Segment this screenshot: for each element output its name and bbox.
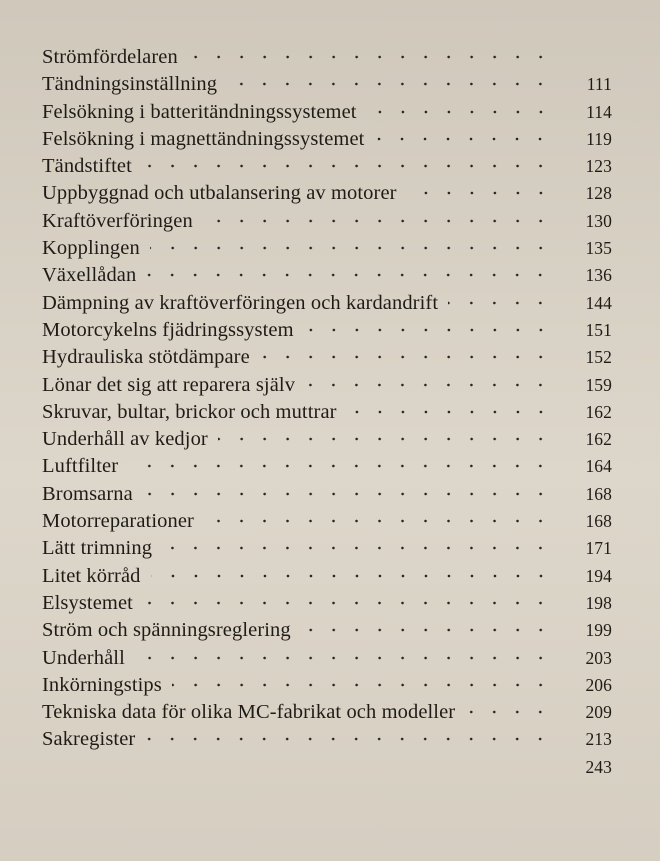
toc-entry-title: Ström och spänningsreglering: [42, 619, 291, 642]
toc-trailing-page-number: 243: [585, 756, 612, 777]
toc-entry-page-number: 164: [585, 456, 612, 477]
toc-entry-page-number: 171: [585, 538, 612, 559]
toc-entry-title: Lönar det sig att reparera själv: [42, 373, 296, 396]
toc-entry-page-number: 209: [585, 702, 612, 723]
toc-entry: [42, 262, 612, 289]
toc-entry: [42, 699, 612, 726]
toc-entry-title: Skruvar, bultar, brickor och muttrar: [42, 400, 337, 423]
toc-entry-page-number: 123: [585, 156, 612, 177]
toc-entry-page-number: 111: [586, 74, 612, 95]
dot-leader: [203, 218, 552, 224]
toc-entry-title: Kraftöverföringen: [42, 209, 193, 232]
dot-leader: [128, 463, 552, 469]
toc-entry-page-number: 206: [585, 674, 612, 695]
toc-entry-page-number: 135: [585, 238, 612, 259]
toc-entry-title: Elsystemet: [42, 591, 133, 614]
dot-leader: [407, 190, 552, 196]
toc-entry-page-number: 162: [585, 401, 612, 422]
dot-leader: [146, 272, 552, 278]
dot-leader: [367, 109, 552, 115]
toc-entry: [42, 317, 612, 344]
toc-entry-title: Kopplingen: [42, 237, 140, 260]
toc-entry-page-number: 203: [585, 647, 612, 668]
toc-entry-page-number: 168: [585, 511, 612, 532]
dot-leader: [218, 436, 552, 442]
dot-leader: [204, 518, 552, 524]
dot-leader: [145, 736, 552, 742]
toc-entry-title: Felsökning i batteritändningssystemet: [42, 100, 357, 123]
toc-entry-title: Bromsarna: [42, 482, 133, 505]
toc-entry: [42, 208, 612, 235]
toc-entry: [42, 535, 612, 562]
dot-leader: [465, 709, 552, 715]
dot-leader: [260, 354, 552, 360]
toc-entry: [42, 617, 612, 644]
dot-leader: [347, 409, 552, 415]
toc-entry: [42, 590, 612, 617]
toc-entry-title: Tekniska data för olika MC-fabrikat och modeller: [42, 701, 456, 724]
toc-entry-title: Tändstiftet: [42, 155, 132, 178]
toc-entry: [42, 645, 612, 672]
dot-leader: [142, 163, 552, 169]
dot-leader: [374, 136, 552, 142]
toc-entry: [42, 99, 612, 126]
toc-entry: [42, 399, 612, 426]
toc-entry-title: Tändningsinställning: [42, 73, 218, 96]
toc-entry: [42, 71, 612, 98]
toc-entry: [42, 153, 612, 180]
dot-leader: [162, 545, 552, 551]
toc-entry-title: Luftfilter: [42, 455, 119, 478]
toc-entry: [42, 563, 612, 590]
toc-entry: [42, 726, 612, 753]
toc-entry: [42, 426, 612, 453]
toc-entry-page-number: 159: [585, 374, 612, 395]
toc-entry-title: Dämpning av kraftöverföringen och kardandrift: [42, 291, 439, 314]
toc-entry-title: Inkörningstips: [42, 673, 162, 696]
toc-entry: [42, 126, 612, 153]
toc-entry-title: Sakregister: [42, 728, 136, 751]
toc-entry-title: Underhåll: [42, 646, 125, 669]
toc-entry-title: Underhåll av kedjor: [42, 428, 208, 451]
toc-entry-title: Växellådan: [42, 264, 137, 287]
toc-entry: [42, 372, 612, 399]
dot-leader: [188, 54, 552, 60]
toc-entry: [42, 235, 612, 262]
dot-leader: [135, 655, 552, 661]
toc-entry-title: Motorreparationer: [42, 510, 194, 533]
toc-entry: [42, 481, 612, 508]
toc-entry-page-number: 198: [585, 592, 612, 613]
toc-entry-title: Felsökning i magnettändningssystemet: [42, 127, 365, 150]
dot-leader: [305, 382, 552, 388]
toc-entry-page-number: 136: [585, 265, 612, 286]
dot-leader: [143, 491, 552, 497]
dot-leader: [301, 627, 552, 633]
toc-entry: [42, 44, 612, 71]
toc-entry-title: Lätt trimning: [42, 537, 153, 560]
toc-entry-page-number: 199: [585, 620, 612, 641]
toc-trailing-row: [42, 754, 612, 781]
toc-entry-page-number: 162: [585, 429, 612, 450]
toc-entry-page-number: 168: [585, 483, 612, 504]
dot-leader: [151, 573, 552, 579]
dot-leader: [304, 327, 552, 333]
table-of-contents: [42, 44, 612, 781]
toc-entry: [42, 672, 612, 699]
toc-entry-title: Strömfördelaren: [42, 46, 178, 68]
dot-leader: [448, 300, 552, 306]
toc-entry: [42, 290, 612, 317]
toc-entry-page-number: 152: [585, 347, 612, 368]
toc-entry-page-number: 151: [585, 319, 612, 340]
toc-entry: [42, 453, 612, 480]
toc-entry-page-number: 128: [585, 183, 612, 204]
toc-entry-page-number: 114: [586, 101, 612, 122]
toc-entry-title: Hydrauliska stötdämpare: [42, 346, 250, 369]
toc-entry: [42, 180, 612, 207]
toc-entry-page-number: 194: [585, 565, 612, 586]
toc-entry: [42, 344, 612, 371]
toc-entry-title: Motorcykelns fjädringssystem: [42, 318, 294, 341]
toc-entry: [42, 508, 612, 535]
dot-leader: [172, 682, 552, 688]
toc-entry-page-number: 213: [585, 729, 612, 750]
dot-leader: [227, 81, 552, 87]
toc-entry-title: Uppbyggnad och utbalansering av motorer: [42, 182, 397, 205]
toc-entry-page-number: 144: [585, 292, 612, 313]
dot-leader: [143, 600, 552, 606]
toc-entry-page-number: 130: [585, 210, 612, 231]
toc-entry-title: Litet körråd: [42, 564, 141, 587]
dot-leader: [150, 245, 552, 251]
toc-entry-page-number: 119: [586, 128, 612, 149]
